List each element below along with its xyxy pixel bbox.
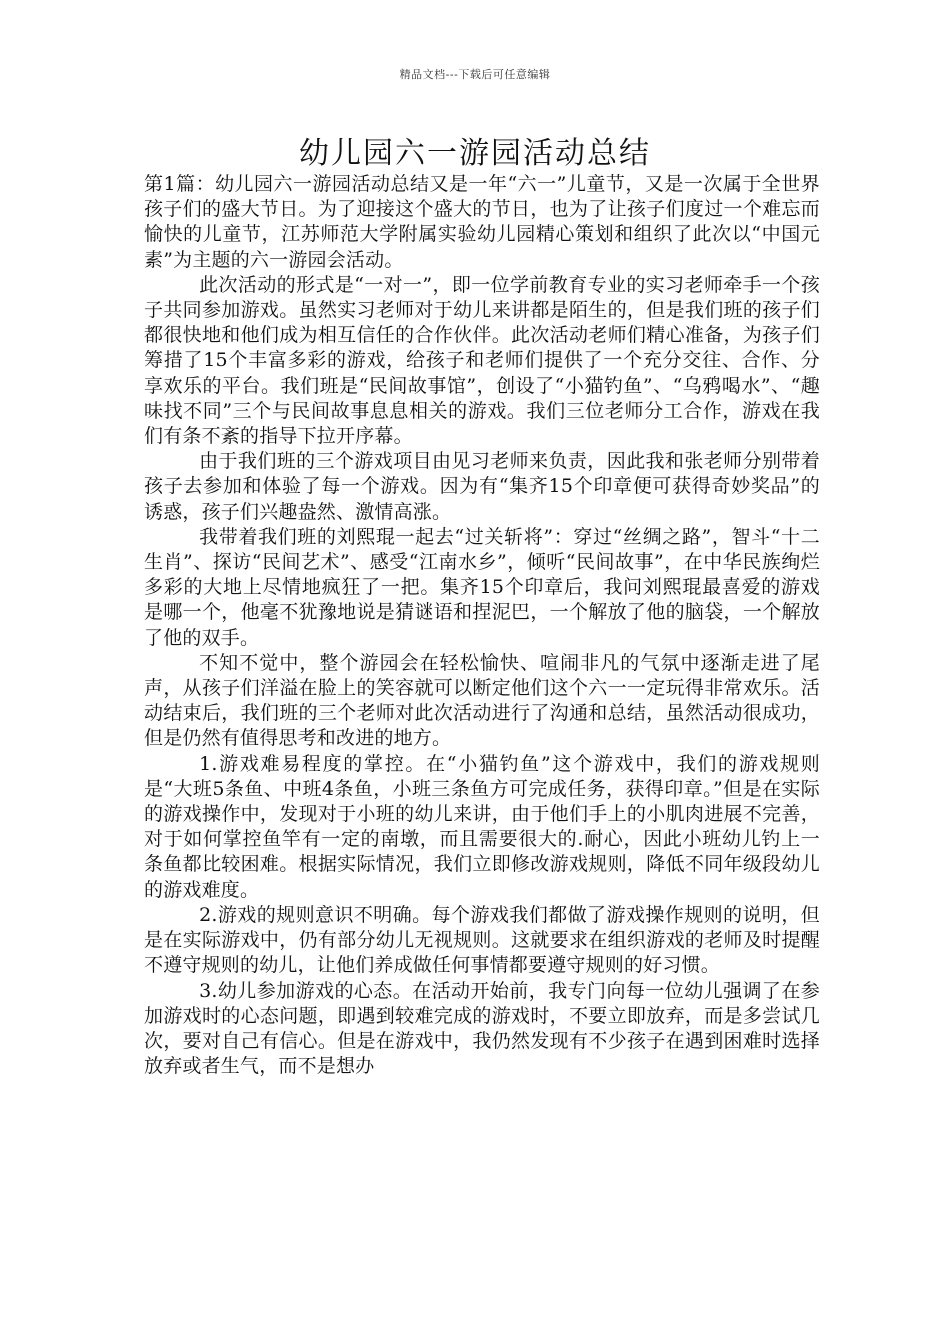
paragraph-5: 不知不觉中，整个游园会在轻松愉快、喧闹非凡的气氛中逐渐走进了尾声，从孩子们洋溢在脸上的笑容就可以断定他们这个六一一定玩得非常欢乐。活动结束后，我们班的三个老师对此次活动进行了沟通和总结，虽然活动很成功，但是仍然有值得思考和改进的地方。 (144, 651, 820, 750)
paragraph-6: 1.游戏难易程度的掌控。在“小猫钓鱼”这个游戏中，我们的游戏规则是“大班5条鱼、中班4条鱼，小班三条鱼方可完成任务，获得印章。”但是在实际的游戏操作中，发现对于小班的幼儿来讲，由于他们手上的小肌肉进展不完善，对于如何掌控鱼竿有一定的南墩，而且需要很大的.耐心，因此小班幼儿钓上一条鱼都比较困难。根据实际情况，我们立即修改游戏规则，降低不同年级段幼儿的游戏难度。 (144, 752, 820, 901)
paragraph-8: 3.幼儿参加游戏的心态。在活动开始前，我专门向每一位幼儿强调了在参加游戏时的心态问题，即遇到较难完成的游戏时，不要立即放弃，而是多尝试几次，要对自己有信心。但是在游戏中，我仍然发现有不少孩子在遇到困难时选择放弃或者生气，而不是想办 (144, 979, 820, 1078)
document-body (144, 172, 820, 1079)
document-title: 幼儿园六一游园活动总结 (299, 136, 651, 171)
paragraph-1: 第1篇：幼儿园六一游园活动总结又是一年“六一”儿童节，又是一次属于全世界孩子们的盛大节日。为了迎接这个盛大的节日，也为了让孩子们度过一个难忘而愉快的儿童节，江苏师范大学附属实验幼儿园精心策划和组织了此次以“中国元素”为主题的六一游园会活动。 (144, 173, 820, 271)
header-note: 精品文档---下载后可任意编辑 (399, 68, 551, 81)
paragraph-7: 2.游戏的规则意识不明确。每个游戏我们都做了游戏操作规则的说明，但是在实际游戏中，仍有部分幼儿无视规则。这就要求在组织游戏的老师及时提醒不遵守规则的幼儿，让他们养成做任何事情都要遵守规则的好习惯。 (144, 903, 820, 977)
paragraph-3: 由于我们班的三个游戏项目由见习老师来负责，因此我和张老师分别带着孩子去参加和体验了每一个游戏。因为有“集齐15个印章便可获得奇妙奖品”的诱惑，孩子们兴趣盎然、激情高涨。 (144, 450, 820, 523)
paragraph-4: 我带着我们班的刘熙琨一起去“过关斩将”：穿过“丝绸之路”，智斗“十二生肖”、探访“民间艺术”、感受“江南水乡”，倾听“民间故事”，在中华民族绚烂多彩的大地上尽情地疯狂了一把。集齐15个印章后，我问刘熙琨最喜爱的游戏是哪一个，他毫不犹豫地说是猜谜语和捏泥巴，一个解放了他的脑袋，一个解放了他的双手。 (144, 525, 820, 649)
paragraph-2: 此次活动的形式是“一对一”，即一位学前教育专业的实习老师牵手一个孩子共同参加游戏。虽然实习老师对于幼儿来讲都是陌生的，但是我们班的孩子们都很快地和他们成为相互信任的合作伙伴。此次活动老师们精心准备，为孩子们筹措了15个丰富多彩的游戏，给孩子和老师们提供了一个充分交往、合作、分享欢乐的平台。我们班是“民间故事馆”，创设了“小猫钓鱼”、“乌鸦喝水”、“趣味找不同”三个与民间故事息息相关的游戏。我们三位老师分工合作，游戏在我们有条不紊的指导下拉开序幕。 (144, 273, 820, 448)
